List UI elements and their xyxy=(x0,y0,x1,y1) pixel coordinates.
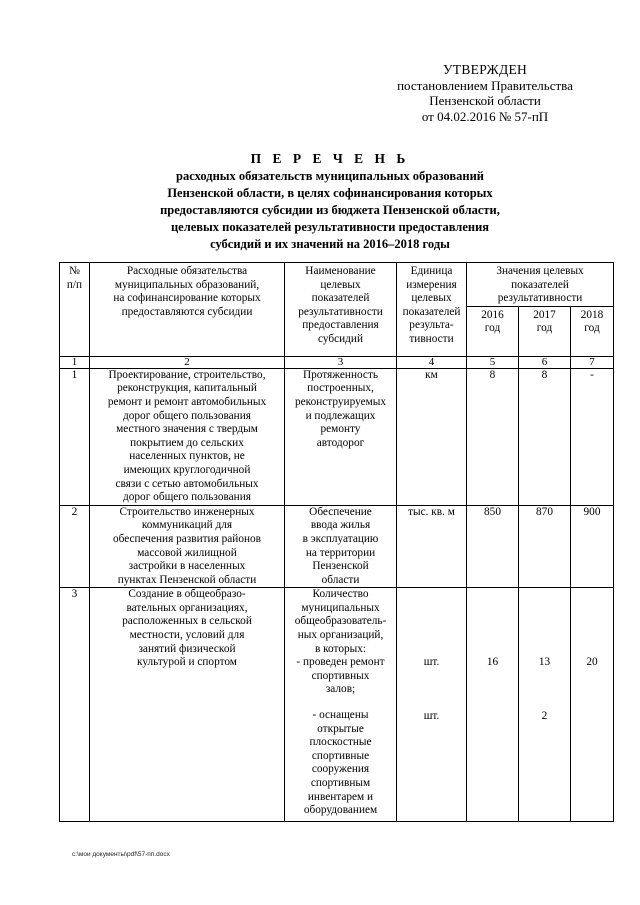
header-number: № п/п xyxy=(60,263,90,357)
table-row xyxy=(60,588,614,822)
perechen-table xyxy=(59,262,614,822)
row-value-2016: 850 xyxy=(467,505,519,588)
row-value-2018: - xyxy=(571,368,614,505)
row-value-2018: 900 xyxy=(571,505,614,588)
row-value-2017: 870 xyxy=(519,505,571,588)
header-year-2017: 2017 год xyxy=(519,306,571,356)
row-value-2018: 20 xyxy=(571,588,614,822)
subtitle-line: Пензенской области, в целях софинансирования которых xyxy=(167,186,493,200)
column-number: 1 xyxy=(60,356,90,368)
row-value-2016: 16 xyxy=(467,588,519,822)
header-indicator-name: Наименование целевых показателей результативности предоставления субсидий xyxy=(285,263,397,357)
document-heading xyxy=(60,150,600,253)
row-obligation: Создание в общеобразо- вательных организациях, расположенных в сельской местности, условий для занятий физической культурой и спортом xyxy=(90,588,285,822)
table-header-row xyxy=(60,263,614,307)
column-number: 2 xyxy=(90,356,285,368)
row-unit: шт. шт. xyxy=(397,588,467,822)
document-title: П Е Р Е Ч Е Н Ь xyxy=(250,151,410,166)
row-indicator: Количество муниципальных общеобразователь- ных организаций, в которых: - проведен ремонт спортивных залов; - оснащены открытые плоскостные спортивные сооружения спортивным инвентарем и оборудованием xyxy=(285,588,397,822)
table-row xyxy=(60,505,614,588)
column-number: 7 xyxy=(571,356,614,368)
subtitle-line: расходных обязательств муниципальных образований xyxy=(176,169,484,183)
row-obligation: Проектирование, строительство, реконструкция, капитальный ремонт и ремонт автомобильных дорог общего пользования местного значения с твердым покрытием до сельских населенных пунктов, не имеющих круглогодичной связи с сетью автомобильных дорог общего пользования xyxy=(90,368,285,505)
row-number: 1 xyxy=(60,368,90,505)
header-unit: Единица измерения целевых показателей результа- тивности xyxy=(397,263,467,357)
approval-stamp xyxy=(380,62,590,124)
header-year-2018: 2018 год xyxy=(571,306,614,356)
subtitle-line: предоставляются субсидии из бюджета Пензенской области, xyxy=(160,203,500,217)
subtitle-line: целевых показателей результативности предоставления xyxy=(170,220,490,234)
row-value-2016: 8 xyxy=(467,368,519,505)
row-value-2017: 8 xyxy=(519,368,571,505)
row-number: 2 xyxy=(60,505,90,588)
header-values-group: Значения целевых показателей результативности xyxy=(467,263,614,307)
column-number: 6 xyxy=(519,356,571,368)
document-subtitle xyxy=(60,168,600,253)
row-value-2017: 13 2 xyxy=(519,588,571,822)
header-obligations: Расходные обязательства муниципальных образований, на софинансирование которых предоставляются субсидии xyxy=(90,263,285,357)
column-number: 3 xyxy=(285,356,397,368)
row-unit: тыс. кв. м xyxy=(397,505,467,588)
column-number: 4 xyxy=(397,356,467,368)
column-number-row xyxy=(60,356,614,368)
row-number: 3 xyxy=(60,588,90,822)
row-indicator: Протяженность построенных, реконструируемых и подлежащих ремонту автодорог xyxy=(285,368,397,505)
header-year-2016: 2016 год xyxy=(467,306,519,356)
subtitle-line: субсидий и их значений на 2016–2018 годы xyxy=(210,237,450,251)
row-indicator: Обеспечение ввода жилья в эксплуатацию на территории Пензенской области xyxy=(285,505,397,588)
approval-line: постановлением Правительства xyxy=(397,77,573,93)
approval-line: Пензенской области xyxy=(429,93,541,108)
file-path-footer: c:\мои документы\pdf\57-пп.docx xyxy=(72,851,170,858)
approval-line: от 04.02.2016 № 57-пП xyxy=(421,108,549,124)
approval-title: УТВЕРЖДЕН xyxy=(442,62,528,77)
row-unit: км xyxy=(397,368,467,505)
table-row xyxy=(60,368,614,505)
row-obligation: Строительство инженерных коммуникаций для обеспечения развития районов массовой жилищной застройки в населенных пунктах Пензенской области xyxy=(90,505,285,588)
column-number: 5 xyxy=(467,356,519,368)
